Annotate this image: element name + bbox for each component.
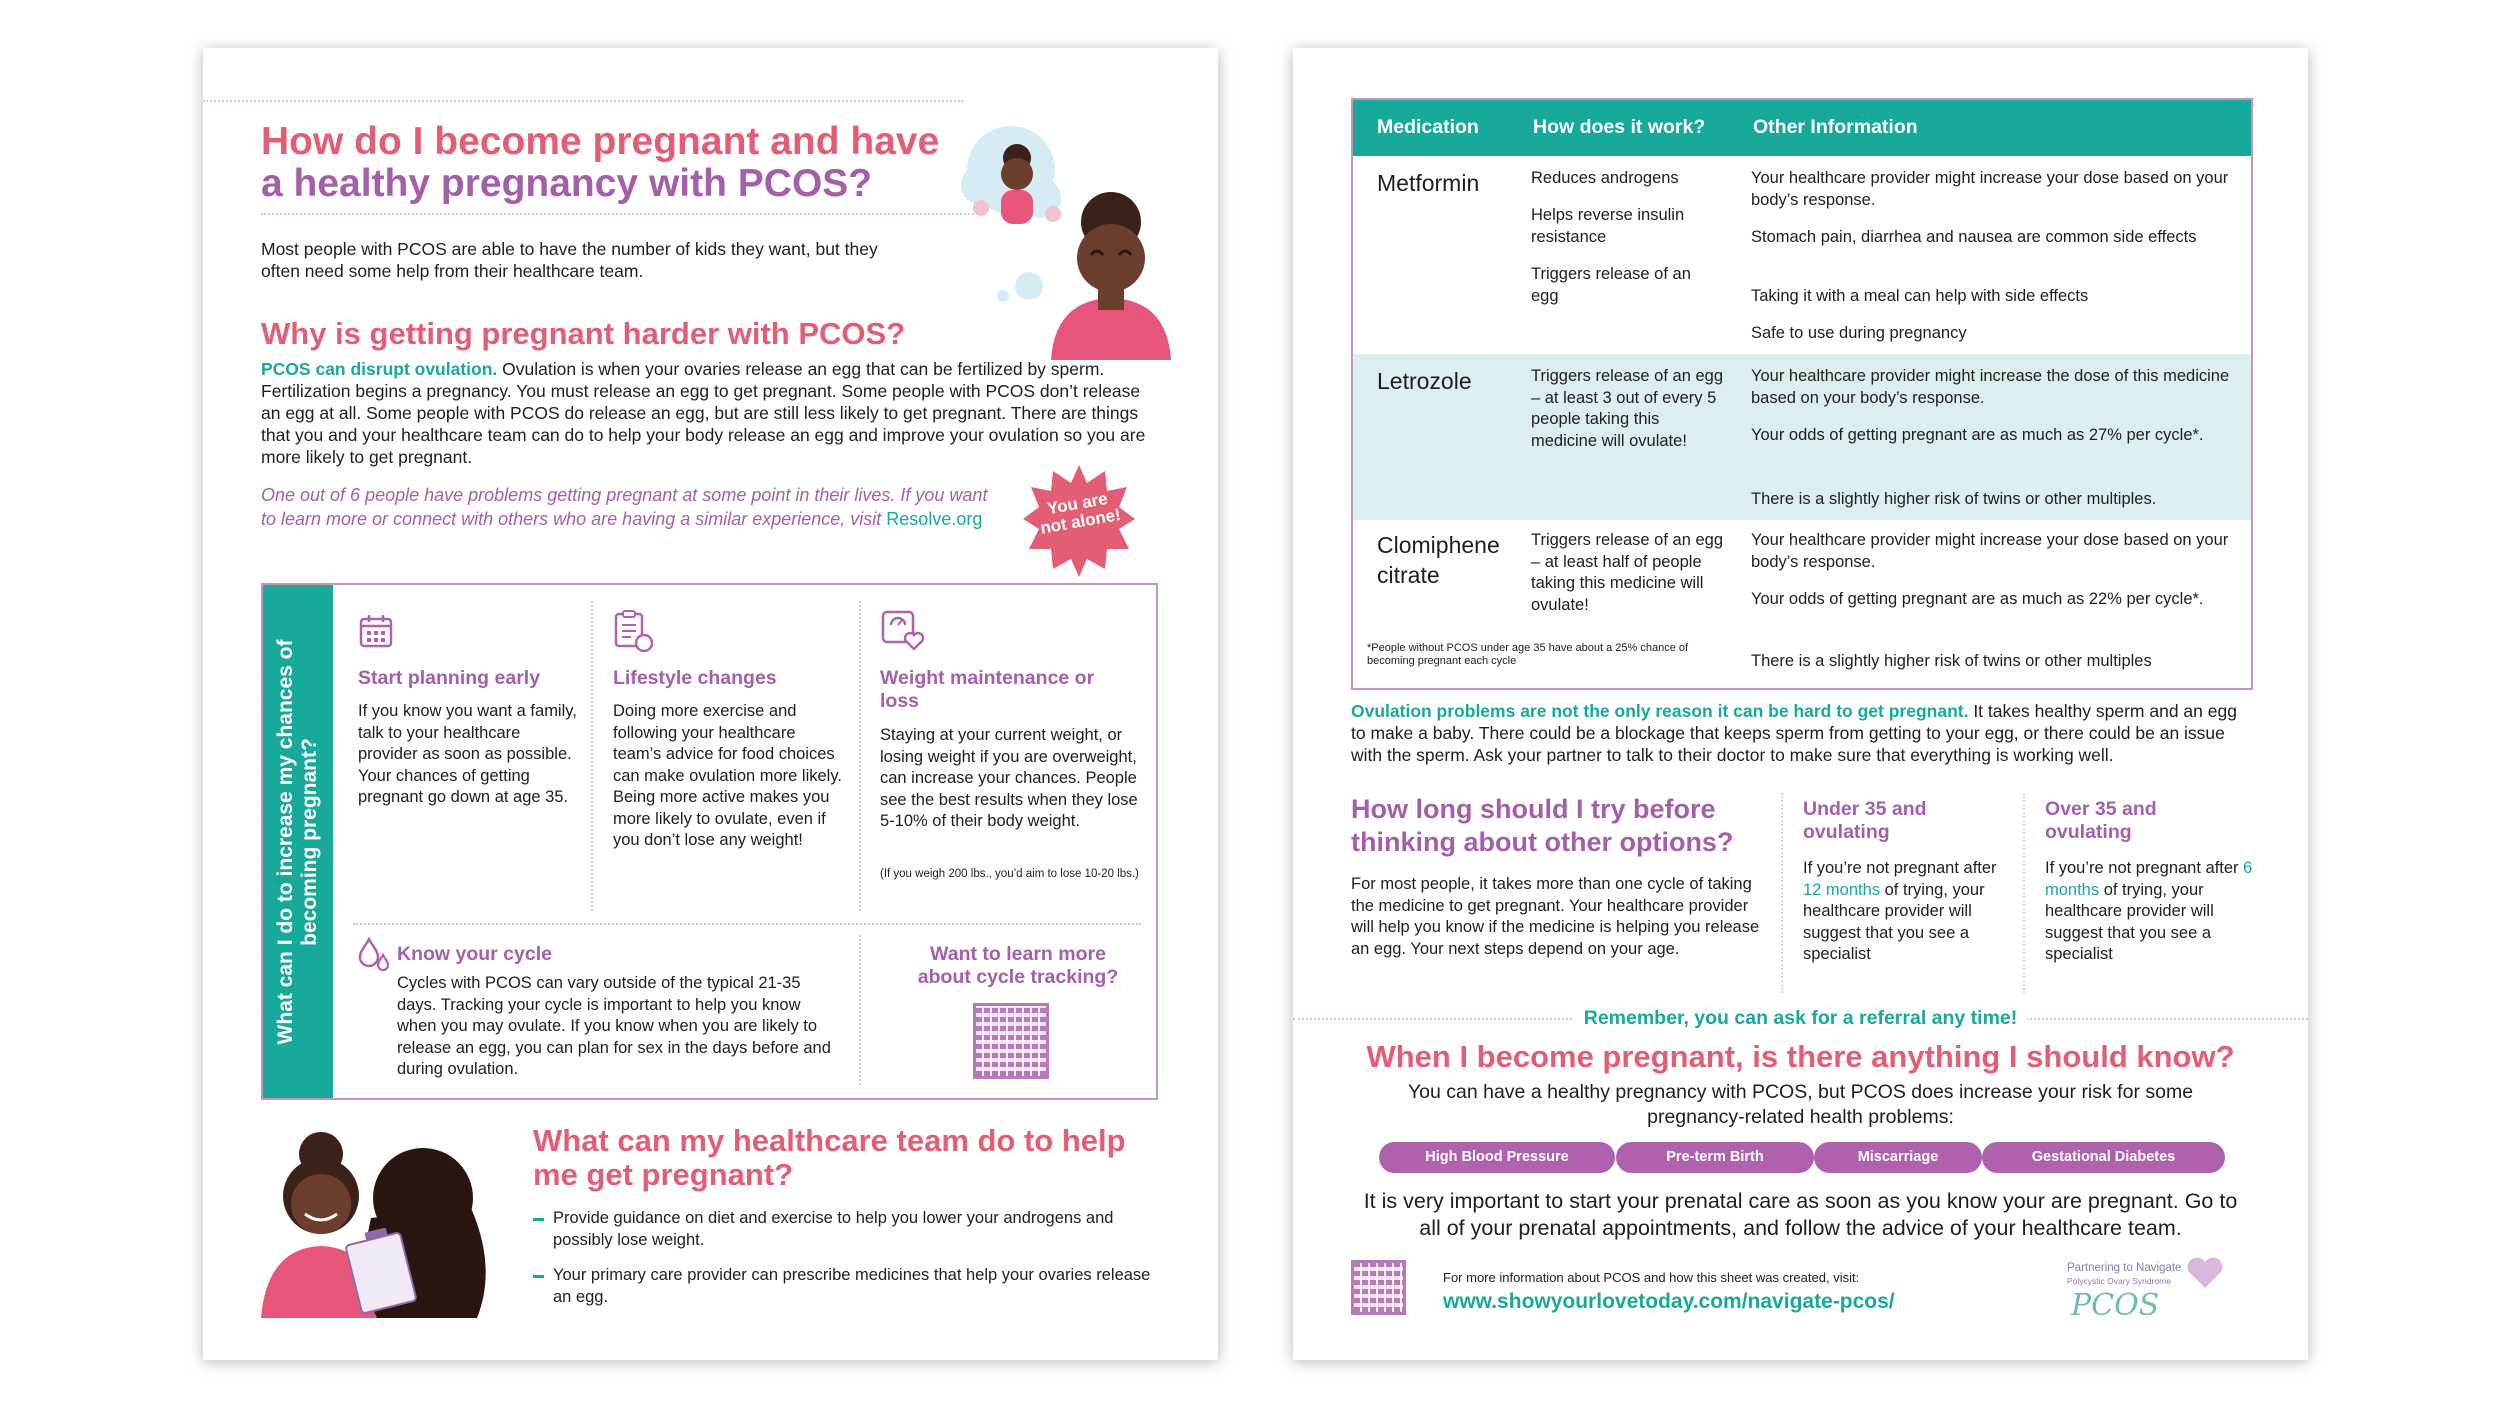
- page-2: [1293, 48, 2308, 1360]
- cycle-title: Know your cycle: [397, 943, 552, 965]
- info-text: There is a slightly higher risk of twins or other multiples: [1751, 652, 2152, 670]
- team-list-item: [533, 1208, 1153, 1251]
- referral-note: [1293, 1006, 2308, 1030]
- qr-code-more-info[interactable]: [1351, 1260, 1406, 1315]
- tip-body-start-planning: If you know you want a family, talk to your healthcare provider as soon as possible. Your chances of getting pregnant go down at age 35.: [358, 702, 577, 806]
- why-body: Ovulation is when your ovaries release an egg that can be fertilized by sperm. Fertilization begins a pregnancy. You must release an egg to get pregnant. Some people with PCOS don’t release an egg at all. Some people with PCOS do release an egg, but are still less likely to get pregnant. There are things that you and your healthcare team can do to help your body release an egg and improve your ovulation so you are more likely to get pregnant.: [261, 359, 1146, 467]
- chances-sidebar-label: What can I do to increase my chances of becoming pregnant?: [274, 639, 321, 1044]
- logo-word: PCOS: [2071, 1288, 2160, 1323]
- team-list: [533, 1208, 1153, 1308]
- risk-pill-preterm-birth: Pre-term Birth: [1616, 1142, 1814, 1173]
- table-row: [1353, 354, 2251, 520]
- info-text: Your healthcare provider might increase your dose based on your body’s response.: [1751, 531, 2229, 571]
- logo-line-1: Partnering to Navigate: [2067, 1262, 2182, 1274]
- how-text: Helps reverse insulin resistance: [1531, 206, 1685, 246]
- tip-title-lifestyle: Lifestyle changes: [613, 667, 777, 689]
- referral-text: Remember, you can ask for a referral any time!: [1574, 1007, 2028, 1029]
- divider: [261, 213, 981, 215]
- ovulation-paragraph: [1351, 700, 2251, 766]
- table-header-row: [1353, 100, 2251, 156]
- info-text: Stomach pain, diarrhea and nausea are common side effects: [1751, 228, 2197, 246]
- medication-name: Clomiphene citrate: [1377, 532, 1500, 588]
- medication-table: [1351, 98, 2253, 690]
- info-text: Your healthcare provider might increase your dose based on your body’s response.: [1751, 169, 2229, 209]
- scale-heart-icon: [880, 609, 928, 653]
- calendar-icon: [358, 613, 394, 649]
- column-divider: [859, 935, 861, 1085]
- patient-provider-illustration: [261, 1128, 493, 1318]
- title-line-2: a healthy pregnancy with PCOS?: [261, 162, 873, 205]
- over-35-body: [2045, 858, 2255, 966]
- droplet-icon: [357, 937, 391, 973]
- medication-name: Metformin: [1377, 170, 1480, 196]
- under-35-title: Under 35 and ovulating: [1803, 798, 1927, 843]
- chances-sidebar: [263, 585, 333, 1098]
- one-of-six-text: One out of 6 people have problems getting pregnant at some point in their lives. If you want to learn more or connect with others who are having a similar experience, visit: [261, 485, 988, 529]
- column-divider: [591, 601, 593, 911]
- bullet-dash: [533, 1218, 544, 1221]
- team-bullet-text: Provide guidance on diet and exercise to help you lower your androgens and possibly lose weight.: [553, 1209, 1114, 1249]
- over-35-months: 6 months: [2045, 859, 2253, 899]
- pregnant-heading: When I become pregnant, is there anything I should know?: [1366, 1039, 2235, 1074]
- more-info-text: For more information about PCOS and how this sheet was created, visit:: [1443, 1270, 1860, 1285]
- team-bullet-text: Your primary care provider can prescribe medicines that help your ovaries release an egg.: [553, 1266, 1151, 1306]
- table-footnote: *People without PCOS under age 35 have about a 25% chance of becoming pregnant each cycle: [1367, 642, 1689, 667]
- row-divider: [353, 923, 1141, 925]
- info-text: Your odds of getting pregnant are as much as 22% per cycle*.: [1751, 590, 2204, 608]
- checklist-icon: [613, 609, 655, 653]
- table-row: [1353, 156, 2251, 354]
- risk-pill-gestational-diabetes: Gestational Diabetes: [1982, 1142, 2225, 1173]
- info-text: Your odds of getting pregnant are as much as 27% per cycle*.: [1751, 426, 2204, 444]
- why-paragraph: [261, 358, 1161, 468]
- risk-pill-high-blood-pressure: High Blood Pressure: [1379, 1142, 1615, 1173]
- chances-box: [261, 583, 1158, 1100]
- tip-title-start-planning: Start planning early: [358, 667, 541, 689]
- column-divider: [2023, 793, 2025, 993]
- team-list-item: [533, 1265, 1153, 1308]
- info-text: Your healthcare provider might increase the dose of this medicine based on your body’s response.: [1751, 367, 2230, 407]
- pregnant-intro: You can have a healthy pregnancy with PCOS, but PCOS does increase your risk for some pregnancy-related health problems:: [1407, 1081, 2194, 1128]
- how-long-body: For most people, it takes more than one cycle of taking the medicine to get pregnant. Your healthcare provider will help you know if the medicine is helping you release an egg. Your next steps depend on your age.: [1351, 875, 1760, 958]
- partnering-logo: [2067, 1256, 2247, 1326]
- one-of-six-note: [261, 483, 996, 531]
- how-text: Reduces androgens: [1531, 169, 1679, 187]
- tip-title-weight: Weight maintenance or loss: [880, 667, 1095, 712]
- team-heading: What can my healthcare team do to help me get pregnant?: [533, 1123, 1126, 1192]
- why-lead: PCOS can disrupt ovulation.: [261, 359, 498, 379]
- under-35-pre: If you’re not pregnant after: [1803, 859, 1997, 877]
- how-text: Triggers release of an egg – at least half of people taking this medicine will ovulate!: [1531, 531, 1723, 614]
- info-text: There is a slightly higher risk of twins or other multiples.: [1751, 490, 2157, 508]
- why-heading: Why is getting pregnant harder with PCOS?: [261, 316, 906, 351]
- over-35-pre: If you’re not pregnant after: [2045, 859, 2244, 877]
- tip-body-lifestyle: Doing more exercise and following your healthcare team’s advice for food choices can make ovulation more likely. Being more active makes you more likely to ovulate, even if you don’t lose any weight!: [613, 702, 842, 849]
- not-alone-badge: [1021, 463, 1137, 579]
- logo-line-2: Polycystic Ovary Syndrome: [2067, 1276, 2171, 1286]
- website-link[interactable]: www.showyourlovetoday.com/navigate-pcos/: [1443, 1290, 1895, 1313]
- heart-icon: [2185, 1256, 2225, 1290]
- not-alone-text: You are not alone!: [1038, 488, 1123, 538]
- cycle-body: Cycles with PCOS can vary outside of the typical 21-35 days. Tracking your cycle is important to help you know when you may ovulate. If you know when you are likely to release an egg, you can plan for sex in the days before and during ovulation.: [397, 974, 831, 1078]
- intro-text: Most people with PCOS are able to have the number of kids they want, but they often need some help from their healthcare team.: [261, 239, 878, 281]
- table-row: [1353, 520, 2251, 690]
- bullet-dash: [533, 1275, 544, 1278]
- how-text: Triggers release of an egg – at least 3 out of every 5 people taking this medicine will ovulate!: [1531, 367, 1723, 450]
- resolve-link[interactable]: Resolve.org: [886, 509, 983, 529]
- under-35-body: [1803, 858, 2013, 966]
- page-title: [261, 121, 961, 205]
- over-35-post: of trying, your healthcare provider will suggest that you see a specialist: [2045, 880, 2214, 963]
- column-divider: [1781, 793, 1783, 993]
- header-how: How does it work?: [1533, 116, 1706, 138]
- woman-thinking-illustration: [941, 110, 1191, 360]
- info-text: Safe to use during pregnancy: [1751, 324, 1967, 342]
- over-35-title: Over 35 and ovulating: [2045, 798, 2157, 843]
- under-35-months: 12 months: [1803, 880, 1881, 899]
- title-line-1: How do I become pregnant and have: [261, 120, 940, 163]
- divider: [203, 100, 963, 102]
- column-divider: [859, 601, 861, 911]
- learn-more-cycle-tracking[interactable]: Want to learn more about cycle tracking?: [917, 943, 1119, 988]
- info-text: Taking it with a meal can help with side effects: [1751, 287, 2089, 305]
- how-text: Triggers release of an egg: [1531, 265, 1691, 305]
- tip-note-weight: (If you weigh 200 lbs., you’d aim to lose 10-20 lbs.): [880, 868, 1139, 880]
- header-info: Other Information: [1753, 116, 1918, 138]
- qr-code-cycle-tracking[interactable]: [973, 1003, 1049, 1079]
- medication-name: Letrozole: [1377, 368, 1472, 394]
- page-1: [203, 48, 1218, 1360]
- ovulation-body: It takes healthy sperm and an egg to make a baby. There could be a blockage that keeps sperm from getting to your egg, or there could be an issue with the sperm. Ask your partner to talk to their doctor to make sure that everything is working well.: [1351, 701, 2237, 765]
- under-35-post: of trying, your healthcare provider will suggest that you see a specialist: [1803, 880, 1985, 963]
- tip-body-weight: Staying at your current weight, or losing weight if you are overweight, can increase your chances. People see the best results when they lose 5-10% of their body weight.: [880, 726, 1138, 830]
- risk-pill-miscarriage: Miscarriage: [1814, 1142, 1982, 1173]
- how-long-heading: How long should I try before thinking about other options?: [1351, 794, 1734, 857]
- prenatal-text: It is very important to start your prenatal care as soon as you know your are pregnant. Go to all of your prenatal appointments, and follow the advice of your healthcare team.: [1363, 1189, 2238, 1240]
- ovulation-lead: Ovulation problems are not the only reason it can be hard to get pregnant.: [1351, 701, 1969, 721]
- header-medication: Medication: [1377, 116, 1479, 138]
